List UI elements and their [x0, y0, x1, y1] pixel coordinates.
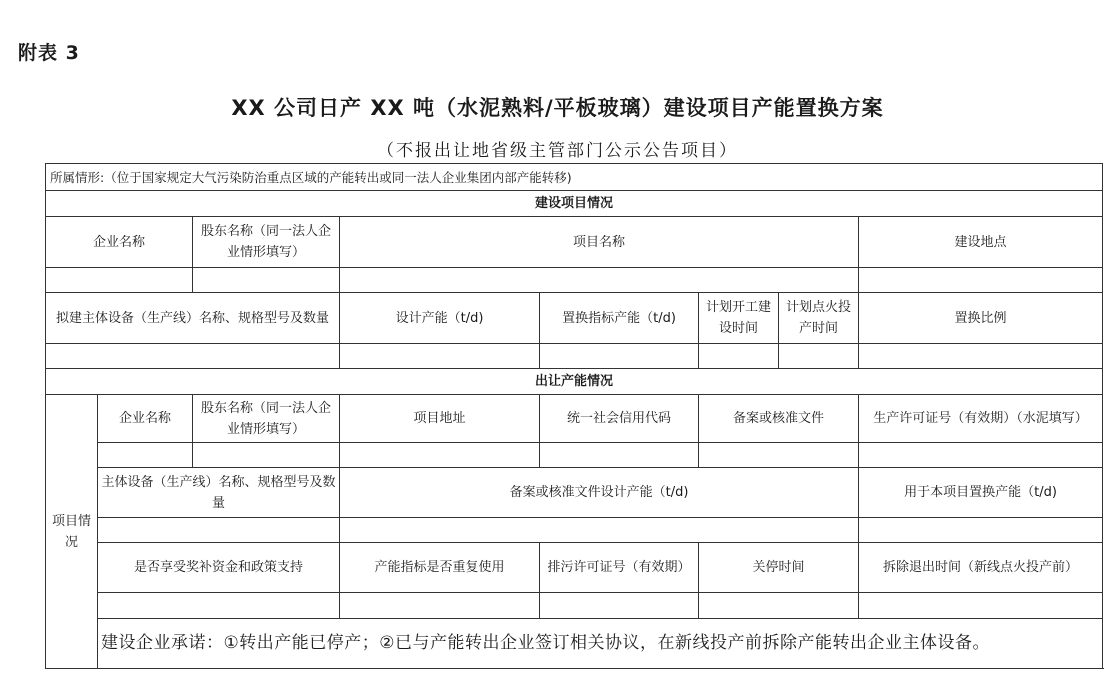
planned-start-time-header: 计划开工建设时间	[699, 293, 779, 344]
filing-document-header: 备案或核准文件	[699, 395, 859, 443]
build-location-cell[interactable]	[859, 268, 1103, 293]
project-name-header: 项目名称	[340, 217, 859, 268]
discharge-permit-cell[interactable]	[540, 593, 699, 619]
page-subtitle: （不报出让地省级主管部门公示公告项目）	[377, 141, 738, 161]
capacity-reuse-cell[interactable]	[340, 593, 540, 619]
discharge-permit-header: 排污许可证号（有效期）	[540, 543, 699, 593]
project-address-cell[interactable]	[340, 443, 540, 468]
credit-code-header: 统一社会信用代码	[540, 395, 699, 443]
out-company-cell[interactable]	[98, 443, 193, 468]
subsidy-support-cell[interactable]	[98, 593, 340, 619]
replacement-ratio-header: 置换比例	[859, 293, 1103, 344]
planned-fire-time-header: 计划点火投产时间	[779, 293, 859, 344]
build-company-header: 企业名称	[46, 217, 193, 268]
shutdown-time-cell[interactable]	[699, 593, 859, 619]
demolish-time-header: 拆除退出时间（新线点火投产前）	[859, 543, 1103, 593]
build-company-cell[interactable]	[46, 268, 193, 293]
project-name-cell[interactable]	[340, 268, 859, 293]
page-title: XX 公司日产 XX 吨（水泥熟料/平板玻璃）建设项目产能置换方案	[231, 96, 884, 120]
company-commitment: 建设企业承诺：①转出产能已停产；②已与产能转出企业签订相关协议，在新线投产前拆除产能转出企业主体设备。	[98, 619, 1103, 669]
transfer-section-heading: 出让产能情况	[46, 369, 1103, 395]
out-company-header: 企业名称	[98, 395, 193, 443]
subsidy-support-header: 是否享受奖补资金和政策支持	[98, 543, 340, 593]
production-license-header: 生产许可证号（有效期）（水泥填写）	[859, 395, 1103, 443]
planned-equipment-header: 拟建主体设备（生产线）名称、规格型号及数量	[46, 293, 340, 344]
filing-capacity-header: 备案或核准文件设计产能（t/d)	[340, 468, 859, 518]
build-shareholder-cell[interactable]	[193, 268, 340, 293]
design-capacity-cell[interactable]	[340, 344, 540, 369]
replacement-capacity-cell[interactable]	[540, 344, 699, 369]
used-capacity-cell[interactable]	[859, 518, 1103, 543]
shutdown-time-header: 关停时间	[699, 543, 859, 593]
replacement-ratio-cell[interactable]	[859, 344, 1103, 369]
used-capacity-header: 用于本项目置换产能（t/d)	[859, 468, 1103, 518]
demolish-time-cell[interactable]	[859, 593, 1103, 619]
capacity-reuse-header: 产能指标是否重复使用	[340, 543, 540, 593]
situation-note: 所属情形:（位于国家规定大气污染防治重点区域的产能转出或同一法人企业集团内部产能转移)	[46, 164, 1103, 191]
build-shareholder-header: 股东名称（同一法人企业情形填写）	[193, 217, 340, 268]
out-shareholder-cell[interactable]	[193, 443, 340, 468]
filing-document-cell[interactable]	[699, 443, 859, 468]
planned-equipment-cell[interactable]	[46, 344, 340, 369]
out-equipment-header: 主体设备（生产线）名称、规格型号及数量	[98, 468, 340, 518]
production-license-cell[interactable]	[859, 443, 1103, 468]
credit-code-cell[interactable]	[540, 443, 699, 468]
planned-fire-time-cell[interactable]	[779, 344, 859, 369]
build-section-heading: 建设项目情况	[46, 191, 1103, 217]
replacement-capacity-header: 置换指标产能（t/d)	[540, 293, 699, 344]
capacity-replacement-table	[45, 163, 1103, 669]
build-location-header: 建设地点	[859, 217, 1103, 268]
out-shareholder-header: 股东名称（同一法人企业情形填写）	[193, 395, 340, 443]
filing-capacity-cell[interactable]	[340, 518, 859, 543]
planned-start-time-cell[interactable]	[699, 344, 779, 369]
annex-label: 附表 3	[18, 42, 80, 64]
out-equipment-cell[interactable]	[98, 518, 340, 543]
project-situation-label: 项目情况	[46, 395, 98, 669]
design-capacity-header: 设计产能（t/d)	[340, 293, 540, 344]
project-address-header: 项目地址	[340, 395, 540, 443]
